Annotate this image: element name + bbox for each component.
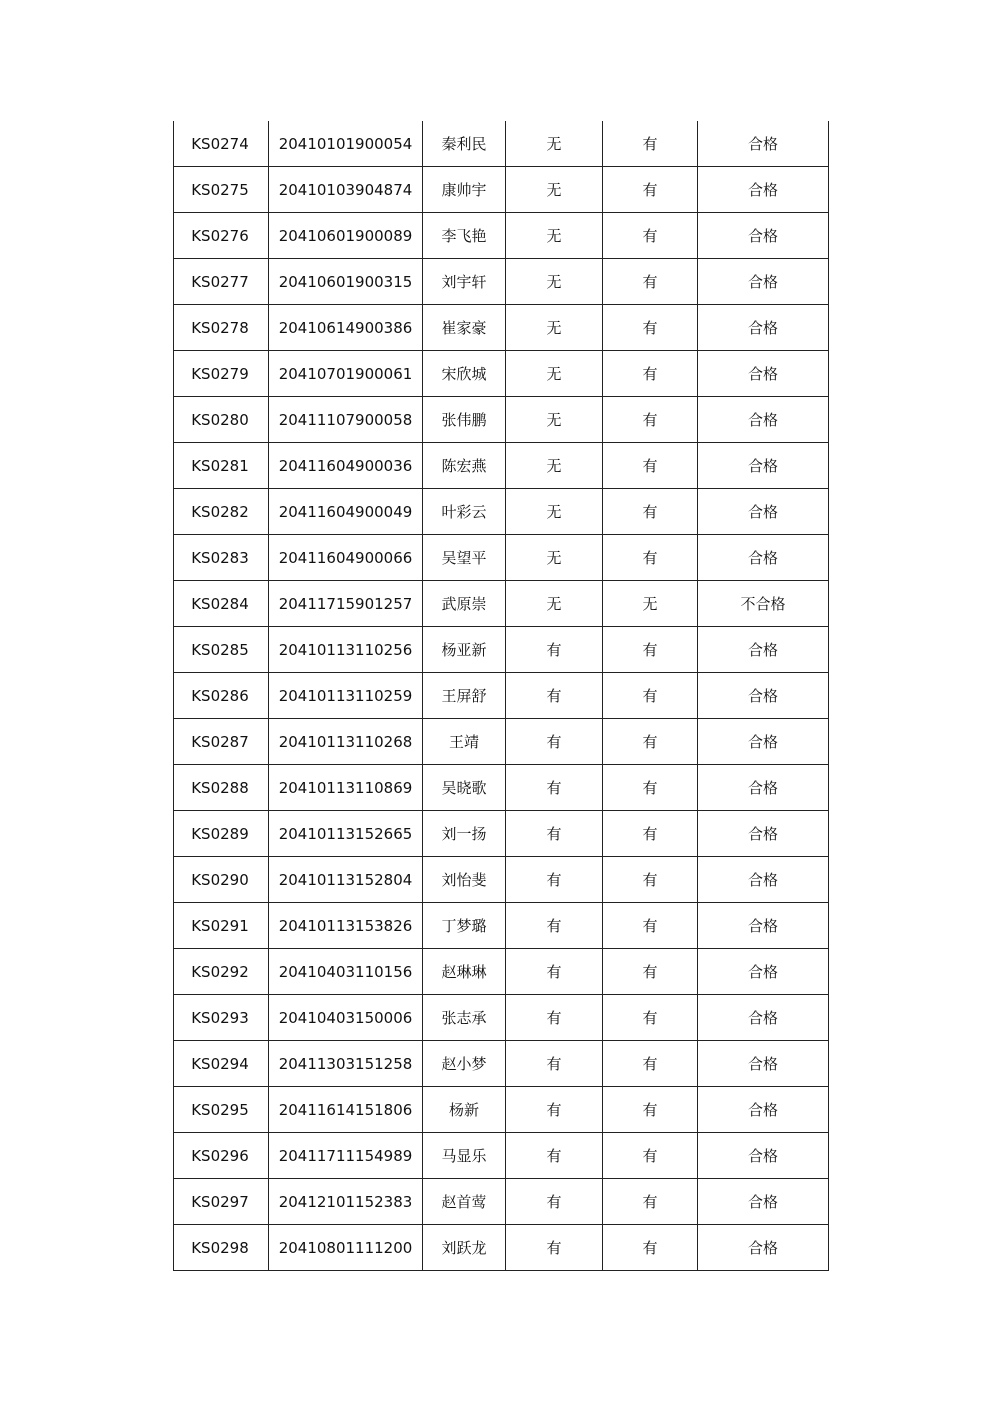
column-5-cell: 无 <box>603 581 698 627</box>
result-cell: 合格 <box>698 259 829 305</box>
column-4-cell: 有 <box>506 811 603 857</box>
column-4-cell: 有 <box>506 627 603 673</box>
candidate-name-cell: 刘宇轩 <box>423 259 506 305</box>
id-number-cell: 20411604900066 <box>269 535 423 581</box>
table-row <box>174 1179 829 1225</box>
id-number-cell: 20410113110256 <box>269 627 423 673</box>
table-row <box>174 765 829 811</box>
exam-number-cell: KS0281 <box>174 443 269 489</box>
candidate-name-cell: 刘跃龙 <box>423 1225 506 1271</box>
exam-number-cell: KS0291 <box>174 903 269 949</box>
id-number-cell: 20410614900386 <box>269 305 423 351</box>
result-cell: 合格 <box>698 213 829 259</box>
table-row <box>174 1041 829 1087</box>
exam-number-cell: KS0286 <box>174 673 269 719</box>
candidate-name-cell: 马显乐 <box>423 1133 506 1179</box>
exam-number-cell: KS0279 <box>174 351 269 397</box>
column-5-cell: 有 <box>603 305 698 351</box>
candidate-name-cell: 赵首莺 <box>423 1179 506 1225</box>
table-row <box>174 673 829 719</box>
column-5-cell: 有 <box>603 811 698 857</box>
result-cell: 合格 <box>698 995 829 1041</box>
column-4-cell: 无 <box>506 535 603 581</box>
result-cell: 合格 <box>698 351 829 397</box>
result-cell: 合格 <box>698 627 829 673</box>
table-row <box>174 903 829 949</box>
column-4-cell: 有 <box>506 1179 603 1225</box>
column-5-cell: 有 <box>603 121 698 167</box>
result-cell: 合格 <box>698 719 829 765</box>
table-row <box>174 1225 829 1271</box>
result-cell: 合格 <box>698 121 829 167</box>
exam-number-cell: KS0294 <box>174 1041 269 1087</box>
column-5-cell: 有 <box>603 1133 698 1179</box>
result-cell: 合格 <box>698 1041 829 1087</box>
column-4-cell: 有 <box>506 1087 603 1133</box>
column-4-cell: 无 <box>506 581 603 627</box>
exam-number-cell: KS0280 <box>174 397 269 443</box>
exam-number-cell: KS0292 <box>174 949 269 995</box>
id-number-cell: 20410113152804 <box>269 857 423 903</box>
column-4-cell: 有 <box>506 1133 603 1179</box>
candidate-name-cell: 丁梦璐 <box>423 903 506 949</box>
column-5-cell: 有 <box>603 765 698 811</box>
column-5-cell: 有 <box>603 1225 698 1271</box>
table-row <box>174 167 829 213</box>
exam-number-cell: KS0290 <box>174 857 269 903</box>
column-4-cell: 无 <box>506 397 603 443</box>
column-5-cell: 有 <box>603 995 698 1041</box>
table-row <box>174 949 829 995</box>
candidate-name-cell: 康帅宇 <box>423 167 506 213</box>
exam-number-cell: KS0282 <box>174 489 269 535</box>
table-row <box>174 535 829 581</box>
id-number-cell: 20410101900054 <box>269 121 423 167</box>
candidate-name-cell: 吴望平 <box>423 535 506 581</box>
column-5-cell: 有 <box>603 351 698 397</box>
column-4-cell: 无 <box>506 443 603 489</box>
id-number-cell: 20410113152665 <box>269 811 423 857</box>
table-row <box>174 305 829 351</box>
id-number-cell: 20411303151258 <box>269 1041 423 1087</box>
id-number-cell: 20410113110268 <box>269 719 423 765</box>
result-cell: 合格 <box>698 811 829 857</box>
id-number-cell: 20410113153826 <box>269 903 423 949</box>
result-cell: 合格 <box>698 857 829 903</box>
candidate-name-cell: 王靖 <box>423 719 506 765</box>
result-cell: 合格 <box>698 673 829 719</box>
table-row <box>174 259 829 305</box>
table-row <box>174 581 829 627</box>
candidate-name-cell: 秦利民 <box>423 121 506 167</box>
id-number-cell: 20411107900058 <box>269 397 423 443</box>
column-5-cell: 有 <box>603 719 698 765</box>
column-4-cell: 有 <box>506 1041 603 1087</box>
id-number-cell: 20410403150006 <box>269 995 423 1041</box>
exam-number-cell: KS0297 <box>174 1179 269 1225</box>
id-number-cell: 20411715901257 <box>269 581 423 627</box>
column-4-cell: 有 <box>506 673 603 719</box>
table-row <box>174 489 829 535</box>
exam-number-cell: KS0287 <box>174 719 269 765</box>
id-number-cell: 20410403110156 <box>269 949 423 995</box>
candidate-name-cell: 杨新 <box>423 1087 506 1133</box>
column-4-cell: 无 <box>506 259 603 305</box>
column-5-cell: 有 <box>603 1087 698 1133</box>
result-cell: 合格 <box>698 443 829 489</box>
candidate-name-cell: 杨亚新 <box>423 627 506 673</box>
candidate-name-cell: 张伟鹏 <box>423 397 506 443</box>
column-4-cell: 有 <box>506 1225 603 1271</box>
id-number-cell: 20412101152383 <box>269 1179 423 1225</box>
table-row <box>174 1133 829 1179</box>
table-row <box>174 857 829 903</box>
exam-number-cell: KS0276 <box>174 213 269 259</box>
id-number-cell: 20410103904874 <box>269 167 423 213</box>
id-number-cell: 20411711154989 <box>269 1133 423 1179</box>
id-number-cell: 20410601900089 <box>269 213 423 259</box>
id-number-cell: 20411604900036 <box>269 443 423 489</box>
column-4-cell: 有 <box>506 903 603 949</box>
table-row <box>174 397 829 443</box>
result-cell: 合格 <box>698 397 829 443</box>
candidate-name-cell: 吴晓歌 <box>423 765 506 811</box>
exam-number-cell: KS0285 <box>174 627 269 673</box>
column-5-cell: 有 <box>603 213 698 259</box>
candidate-name-cell: 李飞艳 <box>423 213 506 259</box>
table-row <box>174 1087 829 1133</box>
result-cell: 合格 <box>698 167 829 213</box>
exam-number-cell: KS0283 <box>174 535 269 581</box>
exam-number-cell: KS0296 <box>174 1133 269 1179</box>
id-number-cell: 20410113110259 <box>269 673 423 719</box>
candidate-name-cell: 刘怡斐 <box>423 857 506 903</box>
result-cell: 合格 <box>698 949 829 995</box>
column-5-cell: 有 <box>603 535 698 581</box>
column-4-cell: 无 <box>506 213 603 259</box>
exam-number-cell: KS0295 <box>174 1087 269 1133</box>
column-5-cell: 有 <box>603 443 698 489</box>
column-5-cell: 有 <box>603 1041 698 1087</box>
exam-number-cell: KS0293 <box>174 995 269 1041</box>
column-4-cell: 有 <box>506 995 603 1041</box>
id-number-cell: 20410113110869 <box>269 765 423 811</box>
exam-number-cell: KS0289 <box>174 811 269 857</box>
candidate-name-cell: 赵琳琳 <box>423 949 506 995</box>
column-5-cell: 有 <box>603 857 698 903</box>
result-cell: 合格 <box>698 535 829 581</box>
table-row <box>174 213 829 259</box>
candidate-name-cell: 张志承 <box>423 995 506 1041</box>
candidate-name-cell: 宋欣城 <box>423 351 506 397</box>
column-5-cell: 有 <box>603 1179 698 1225</box>
exam-number-cell: KS0274 <box>174 121 269 167</box>
column-4-cell: 无 <box>506 167 603 213</box>
column-4-cell: 有 <box>506 719 603 765</box>
candidate-name-cell: 王屏舒 <box>423 673 506 719</box>
result-cell: 合格 <box>698 489 829 535</box>
column-4-cell: 有 <box>506 765 603 811</box>
candidate-name-cell: 武原崇 <box>423 581 506 627</box>
column-5-cell: 有 <box>603 489 698 535</box>
column-5-cell: 有 <box>603 259 698 305</box>
result-cell: 合格 <box>698 305 829 351</box>
table-body <box>174 121 829 1271</box>
result-cell: 合格 <box>698 1133 829 1179</box>
result-cell: 合格 <box>698 903 829 949</box>
table-row <box>174 811 829 857</box>
id-number-cell: 20410701900061 <box>269 351 423 397</box>
column-4-cell: 无 <box>506 121 603 167</box>
column-4-cell: 无 <box>506 351 603 397</box>
candidate-name-cell: 崔家豪 <box>423 305 506 351</box>
result-cell: 不合格 <box>698 581 829 627</box>
table-row <box>174 719 829 765</box>
column-5-cell: 有 <box>603 673 698 719</box>
table-row <box>174 121 829 167</box>
table-row <box>174 995 829 1041</box>
table-row <box>174 627 829 673</box>
column-5-cell: 有 <box>603 397 698 443</box>
result-cell: 合格 <box>698 1087 829 1133</box>
exam-number-cell: KS0284 <box>174 581 269 627</box>
id-number-cell: 20411604900049 <box>269 489 423 535</box>
exam-number-cell: KS0277 <box>174 259 269 305</box>
candidate-table <box>173 121 829 1271</box>
column-4-cell: 有 <box>506 949 603 995</box>
candidate-name-cell: 陈宏燕 <box>423 443 506 489</box>
exam-number-cell: KS0288 <box>174 765 269 811</box>
table-row <box>174 443 829 489</box>
column-4-cell: 无 <box>506 489 603 535</box>
exam-number-cell: KS0278 <box>174 305 269 351</box>
candidate-name-cell: 赵小梦 <box>423 1041 506 1087</box>
candidate-name-cell: 叶彩云 <box>423 489 506 535</box>
column-5-cell: 有 <box>603 903 698 949</box>
id-number-cell: 20410601900315 <box>269 259 423 305</box>
result-cell: 合格 <box>698 765 829 811</box>
id-number-cell: 20411614151806 <box>269 1087 423 1133</box>
column-4-cell: 无 <box>506 305 603 351</box>
column-5-cell: 有 <box>603 949 698 995</box>
column-5-cell: 有 <box>603 167 698 213</box>
table-row <box>174 351 829 397</box>
id-number-cell: 20410801111200 <box>269 1225 423 1271</box>
column-5-cell: 有 <box>603 627 698 673</box>
result-cell: 合格 <box>698 1225 829 1271</box>
exam-number-cell: KS0298 <box>174 1225 269 1271</box>
column-4-cell: 有 <box>506 857 603 903</box>
result-cell: 合格 <box>698 1179 829 1225</box>
candidate-name-cell: 刘一扬 <box>423 811 506 857</box>
exam-number-cell: KS0275 <box>174 167 269 213</box>
